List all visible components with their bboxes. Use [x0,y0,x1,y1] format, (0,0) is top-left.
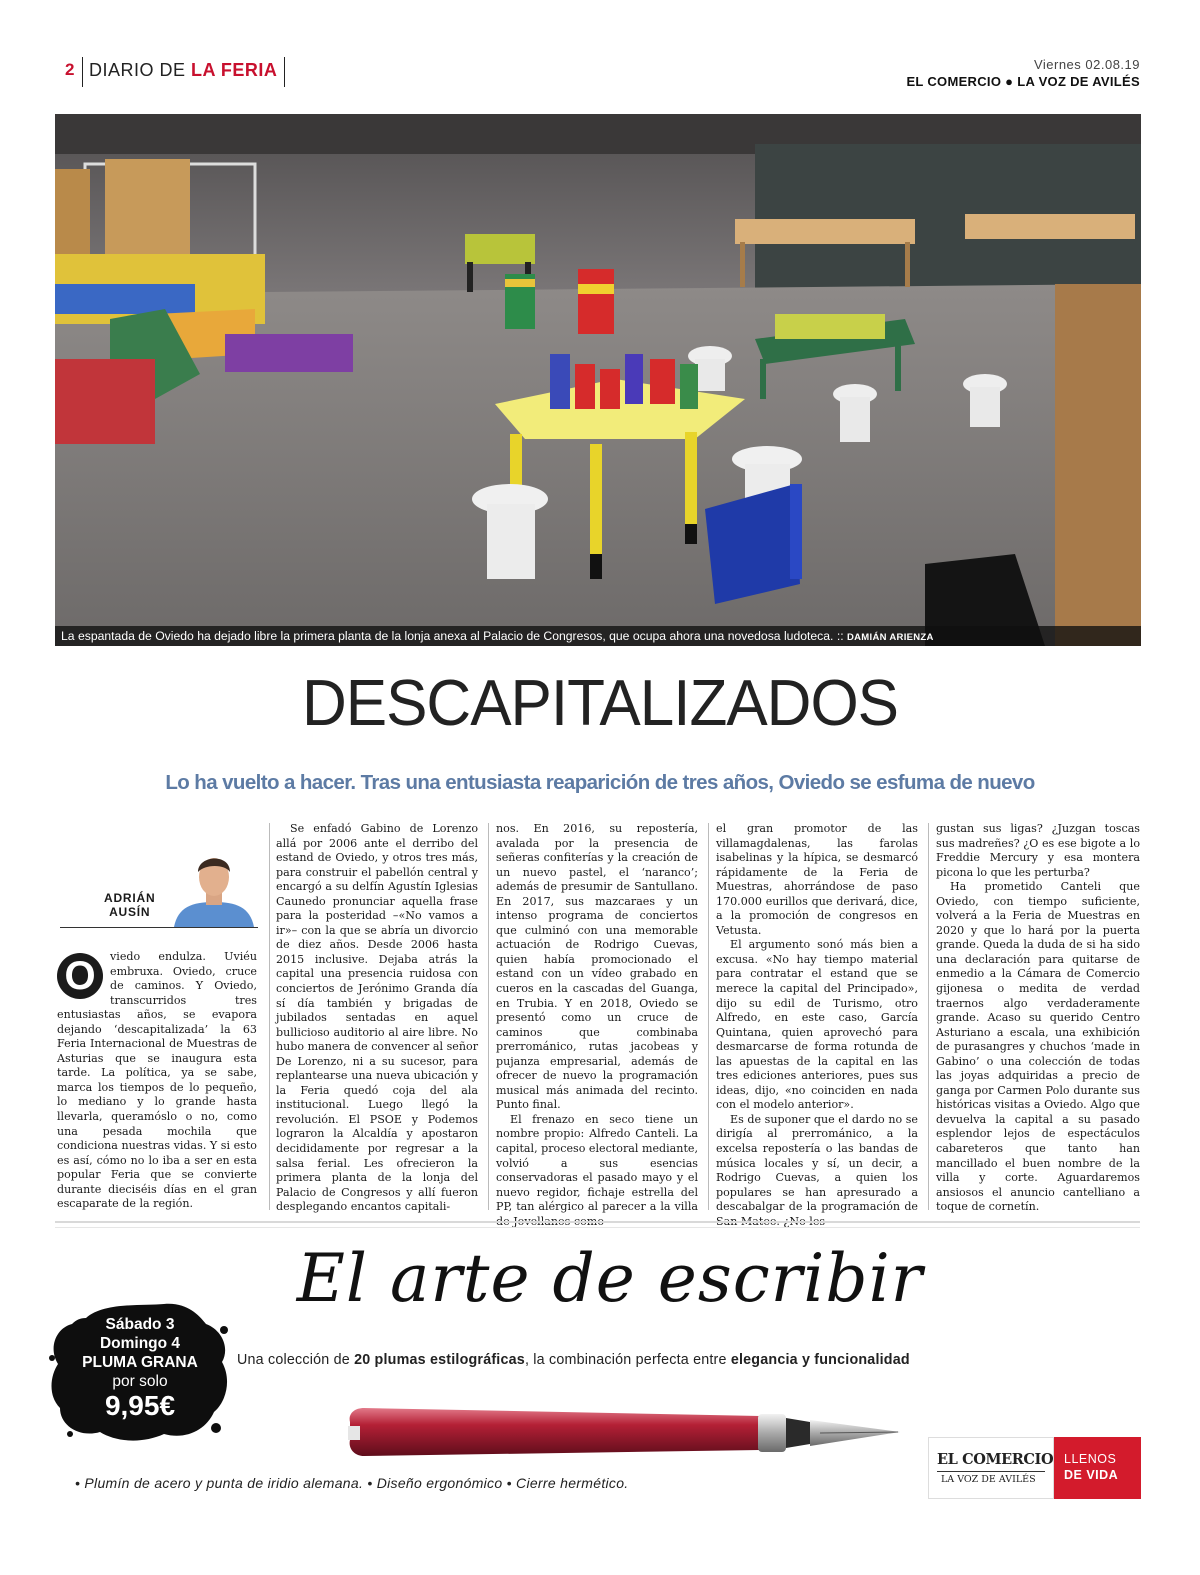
promo-item: PLUMA GRANA [82,1354,198,1371]
brand-sub: LA VOZ DE AVILÉS [941,1474,1036,1485]
article-paragraph: El frenazo en seco tiene un nombre propio: Alfredo Canteli. La capital, proceso electoral mediante, volvió a sus esencias conservadoras el pasado mayo y el nuevo regidor, fichaje estrella del PP, tan alérgico al parecer a la villa [496,1112,698,1214]
promo-badge [55,1315,225,1421]
issue-date: Viernes 02.08.19 [1033,57,1140,72]
promo-day-2: Domingo 4 [99,1335,181,1352]
fountain-pen-icon [340,1394,900,1464]
article-subtitle: Lo ha vuelto a hacer. Tras una entusiasta reaparición de tres años, Oviedo se esfuma de nuevo [165,771,1035,794]
column-divider [488,823,489,1210]
article-paragraph: el gran promotor de las villamagdalenas, las farolas isabelinas y la hípica, se desmarcó rápidamente de la Feria de Muestras, ahorrándose de paso 170.000 eurillos que derivará, dice, a la promoción de congresos en Vetusta. [716,822,918,937]
drop-cap: O [57,953,103,999]
brand-logo [928,1437,1141,1499]
ad-divider [55,1227,1140,1228]
photo-credit: DAMIÁN ARIENZA [846,632,934,643]
brand-line [937,1471,1045,1472]
article-column-5 [936,822,1140,1214]
ludoteca-photo-illustration [55,114,1141,646]
column-divider [708,823,709,1210]
article-paragraph: O viedo endulza. Uviéu embruxa. Oviedo, cruce de caminos. Y Oviedo, transcurridos tres entusiastas años, se evapora dejando ‘descapitalizada’ la 63 Feria Internacional de Muestras de Asturias que se inaugura esta tarde. La política, ya se sabe, marca los tiempos de lo pequeño, lo mediano y lo grande hasta llevarla, queramóslo o no, como una pesada mochila que condiciona nuestras vidas. Y si esto es así, cómo no lo iba a ser en esta popular Feria que se convierte durante dieciséis días en el gran escaparate de la región. [57,950,257,1211]
article-paragraph: El argumento sonó más bien a excusa. «No hay tiempo material para contratar el estand que se merece la capital del Principado», dijo su edil de Turismo, otro Alfredo, en este caso, García Quintana, quien aprovechó para desmarcarse de forma rotunda de las apuestas de la capital en las tres ediciones anteriores, pues sus ideas, dijo, «no coinciden en nada con el modelo anterior». [716,938,918,1112]
ad-title: El arte de escribir [296,1240,924,1317]
brand-slogan: LLENOS DE VIDA [1054,1437,1141,1499]
main-photo [55,114,1141,646]
ad-divider [55,1221,1140,1223]
page-number: 2 [65,60,75,79]
photo-caption: La espantada de Oviedo ha dejado libre la primera planta de la lonja anexa al Palacio de Congresos, que ocupa ahora una novedosa ludoteca. :: DAMIÁN ARIENZA [55,626,1141,646]
author-name: ADRIÁN AUSÍN [104,891,156,919]
author-photo [170,847,258,927]
article-paragraph: nos. En 2016, su repostería, avalada por la presencia de señeras confiterías y la creación de un nuevo pastel, el ‘naranco’; además de presumir de Santullano. En 2017, sus mazcaraes y un intenso programa de conciertos que culminó con una memorable actuación de Rodrigo Cuevas, quien había promocionado el estand con un vídeo grabado en cueros en la cascadas del Guanga, en Trubia. Y en 2018, Oviedo se presentó como un cruce de caminos que combinaba prerrománico, rutas jacobeas y pujanza empresarial, además de ofrecer de nuevo la programación musical más animada del recinto. Punto final. [496,822,698,1112]
author-divider [60,927,258,928]
promo-day-1: Sábado 3 [105,1316,175,1333]
article-paragraph: Ha prometido Canteli que Oviedo, con tiempo suficiente, volverá a la Feria de Muestras en 2020 y que lo hará por la puerta grande. Queda la duda de si ha sido una declaración para quitarse de enmedio a la Cámara de Comercio gijonesa o medita de verdad traernos algo verdaderamente grande. Acaso su querido Centro Asturiano a escala, una exhibición de purasangres y chuchos ‘made in Gabino’ o una colección de todas las joyas adquiridas a precio de ganga por Carmen Polo durante sus históricas visitas a Oviedo. Algo que devuelva la capital a su pasado esplendor lejos de espectáculos cabareteros que tanto han mancillado el buen nombre de la villa y corte. Aguardaremos ansiosos el anuncio cantelliano a toque de cornetín. [936,880,1140,1214]
article-column-2 [276,822,478,1214]
article-title: DESCAPITALIZADOS [301,667,899,740]
ad-subtitle: Una colección de 20 plumas estilográficas, la combinación perfecta entre elegancia y funcionalidad [237,1352,910,1368]
article-column-1 [57,950,257,1212]
column-divider [269,823,270,1210]
newspaper-names: EL COMERCIO ● LA VOZ DE AVILÉS [906,74,1140,89]
page-header [55,55,1140,89]
article-paragraph: Se enfadó Gabino de Lorenzo allá por 2006 ante el derribo del estand de Oviedo, y otros tres más, para construir el pabellón central y encargó a su delfín Agustín Iglesias Caunedo pronunciar aquella frase para la posteridad –«No vamos a ir»– con la que se abría un divorcio de diez años. Desde 2006 hasta 2015 inclusive. Dejaba atrás la capital una presencia ruidosa con conciertos de Jerónimo Granda día sí día también y brigadas de jubilados sentadas en aquel bullicioso auditorio al aire libre. No hubo manera de convencer al señor De Lorenzo, ni a su sucesor, para replantearse una nueva ubicación y la Feria quedó coja del ala institucional. Luego llegó la revolución. El PSOE y Podemos lograron la Alcaldía y apostaron decididamente por regresar a la salsa ferial. Les ofrecieron la primera planta de la lonja del Palacio de Congresos y allí fueron desplegando encantos capitali- [276,822,478,1214]
brand-main: EL COMERCIO [937,1451,1054,1468]
article-paragraph: Es de suponer que el dardo no se dirigía al prerrománico, a la excelsa repostería o las bandas de música locales y sí, un decir, a Rodrigo Cuevas, a quien los populares se han apresurado a descabalgar de la programación de [716,1112,918,1214]
brand-logo-box [928,1437,1054,1499]
header-divider [284,57,285,87]
column-divider [928,823,929,1210]
promo-for: por solo [112,1373,168,1390]
article-column-4 [716,822,918,1214]
section-title: DIARIO DE LA FERIA [89,60,278,80]
header-divider [82,57,83,87]
promo-price: 9,95€ [104,1390,176,1421]
article-column-3 [496,822,698,1214]
author-block [60,847,258,927]
pen-features: • Plumín de acero y punta de iridio alemana. • Diseño ergonómico • Cierre hermético. [75,1475,629,1491]
article-paragraph: gustan sus ligas? ¿Juzgan toscas sus madreñes? ¿O es ese bigote a lo Freddie Mercury y esa montera picona lo que les perturba? [936,822,1140,879]
